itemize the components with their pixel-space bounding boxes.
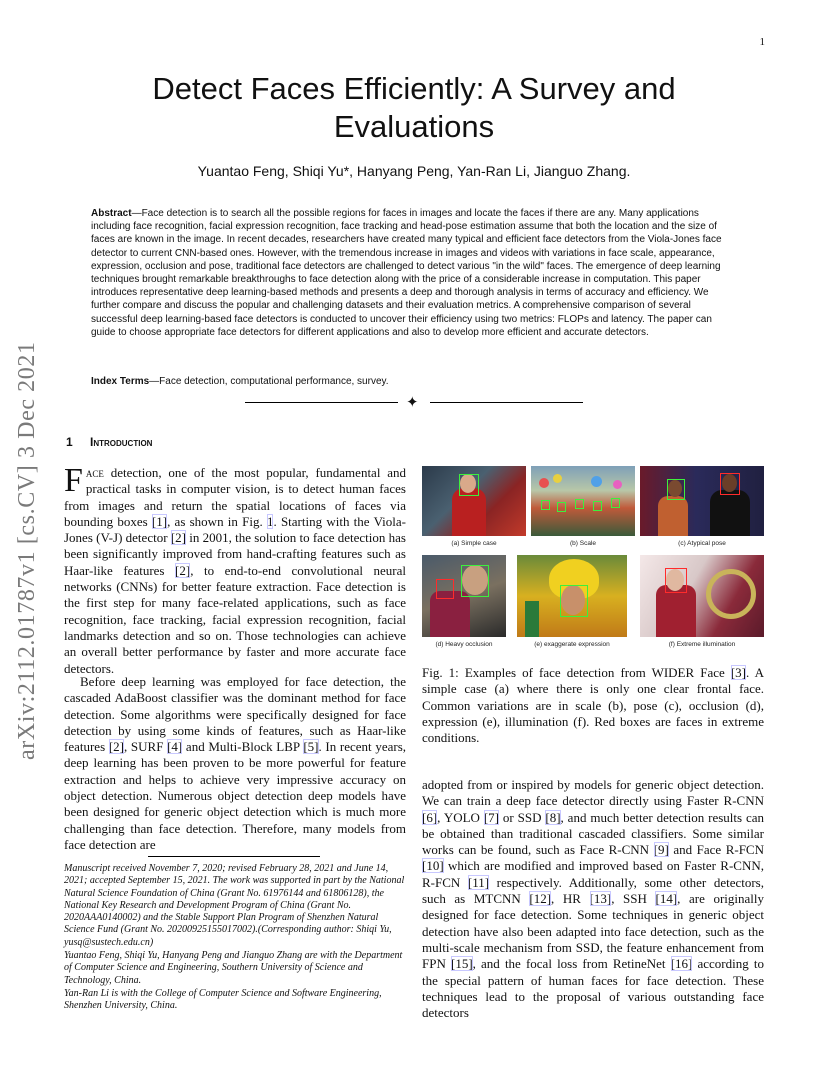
intro-paragraph-1 <box>64 462 407 677</box>
intro-text: detection, one of the most popular, fundamental and practical tasks in computer vision, is to detect human faces from images and return the spatial locations of faces via bounding boxes <box>64 465 406 529</box>
figure-image-heavy-occlusion <box>422 555 506 637</box>
citation-link[interactable]: [2] <box>170 530 186 546</box>
drop-cap: F <box>64 462 83 499</box>
section-title: Introduction <box>90 435 153 449</box>
citation-link[interactable]: [5] <box>303 739 319 755</box>
citation-link[interactable]: [8] <box>545 809 561 825</box>
index-terms <box>91 376 739 387</box>
hard-detection-box <box>720 473 740 495</box>
detection-box <box>593 501 602 511</box>
divider-line-right <box>430 402 583 403</box>
footnote-affiliation-1: Yuantao Feng, Shiqi Yu, Hanyang Peng and Jianguo Zhang are with the Department of Computer Science and Engineering, Southern University of Science and Technology, China. <box>64 950 403 986</box>
intro-text: Before deep learning was employed for face detection, the cascaded AdaBoost classifier was the dominant method for face detection. Some algorithms were specifically designed for face detection by using some kinds of features, such as Haar-like features <box>64 674 406 755</box>
detection-box <box>541 500 550 510</box>
figure-image-scale <box>531 466 635 536</box>
intro-text: , to end-to-end convolutional neural networks (CNNs) for better feature extraction. Face detection is the first step for many face-related applications, such as face recognition, face tracking, facial expression recognition, facial landmarks detection and so on. Those technologies can achieve an overall better performance by faster and more accurate face detectors. <box>64 562 407 676</box>
detection-box <box>459 474 479 496</box>
caption-text: . A simple case (a) where there is only one clear frontal face. Common variations are in scale (b), pose (c), occlusion (d), expression (e), illumination (f). Red boxes are faces in extreme conditions. <box>422 665 765 746</box>
body-text: and Face R-FCN <box>668 842 764 858</box>
citation-link[interactable]: [9] <box>653 842 669 858</box>
citation-link[interactable]: [4] <box>167 739 183 755</box>
hard-detection-box <box>665 568 687 593</box>
intro-text: , as shown in Fig. <box>167 513 267 529</box>
figure-label-d: (d) Heavy occlusion <box>435 641 493 648</box>
citation-link[interactable]: [14] <box>655 891 678 907</box>
citation-link[interactable]: [10] <box>422 858 444 874</box>
detection-box <box>557 502 566 512</box>
footnotes <box>64 863 406 1014</box>
citation-link[interactable]: [12] <box>529 891 552 907</box>
footnote-rule <box>148 856 320 857</box>
abstract <box>91 207 739 339</box>
author-list: Yuantao Feng, Shiqi Yu*, Hanyang Peng, Yan-Ran Li, Jianguo Zhang. <box>197 163 631 179</box>
citation-link[interactable]: [1] <box>151 513 168 529</box>
section-heading <box>66 435 152 449</box>
intro-paragraph-continued <box>422 777 764 1021</box>
citation-link[interactable]: [16] <box>670 956 693 972</box>
figure-label-a: (a) Simple case <box>451 540 497 547</box>
figure-image-exaggerate-expression <box>517 555 627 637</box>
intro-text: and Multi-Block LBP <box>182 739 304 755</box>
citation-link[interactable]: [11] <box>467 874 490 890</box>
detection-box <box>575 499 584 509</box>
figure-image-atypical-pose <box>640 466 764 536</box>
body-text: or SSD <box>499 809 546 825</box>
body-text: , and the focal loss from RetineNet <box>472 956 671 972</box>
citation-link[interactable]: [15] <box>450 956 473 972</box>
detection-box <box>560 585 588 617</box>
body-text: according to the special pattern of human faces for face detection. These techniques lead to the proposal of various outstanding face detectors <box>422 956 764 1021</box>
caption-text: Fig. 1: Examples of face detection from WIDER Face <box>422 665 731 680</box>
footnote-manuscript: Manuscript received November 7, 2020; revised February 28, 2021 and June 14, 2021; accepted September 15, 2021. The work was supported in part by the National Natural Science Foundation of China (Grant No. 61976144 and 61806128), the National Key Research and Development Program of China (Grant No. 2020AAA0140002) and the Stable Support Plan Program of Shenzhen Natural Science Fund (Grant No. 20200925155017002).(Corresponding author: Shiqi Yu, yusq@sustech.edu.cn) <box>64 863 405 948</box>
intro-text: , SURF <box>123 739 168 755</box>
divider-line-left <box>245 402 398 403</box>
abstract-label: Abstract <box>91 208 132 219</box>
figure-label-c: (c) Atypical pose <box>678 540 726 547</box>
figure-label-f: (f) Extreme illumination <box>668 641 736 648</box>
abstract-text: —Face detection is to search all the possible regions for faces in images and locate the faces if there are any. Many applications including face recognition, facial expression recognition, face tracking and head-pose estimation assume that both the location and the size of faces are known in the image. In recent decades, researchers have created many typical and efficient face detectors from the Viola-Jones face detector to current CNN-based ones. However, with the tremendous increase in images and videos with variations in face scale, appearance, expression, occlusion and pose, traditional face detectors are challenged to detect various "in the wild" faces. The emergence of deep learning techniques brought remarkable breakthroughs to face detection along with the price of a considerable increase in computation. This paper introduces representative deep learning-based methods and presents a deep and thorough analysis in terms of accuracy and efficiency. We further compare and discuss the popular and challenging datasets and their evaluation metrics. A comprehensive comparison of several successful deep learning-based face detectors is conducted to uncover their efficiency using two metrics: FLOPs and latency. The paper can guide to choose appropriate face detectors for different applications and also to develop more efficient and accurate detectors. <box>91 208 722 338</box>
citation-link[interactable]: [2] <box>175 562 191 578</box>
body-text: , SSH <box>611 891 656 907</box>
divider-star-icon: ✦ <box>406 393 419 411</box>
intro-text: . In recent years, deep learning has been proven to be more powerful for feature extraction and helps to achieve very impressive accuracy on object detection. Numerous object detection deep models have been designed for generic object detection which is much more challenging than face detection. Therefore, many models from face detection are <box>64 739 407 852</box>
body-text: respectively. Additionally, some other detectors, such as MTCNN <box>422 874 764 907</box>
paper-title: Detect Faces Efficiently: A Survey and Evaluations <box>152 71 676 144</box>
detection-box <box>461 565 489 597</box>
citation-link[interactable]: [13] <box>589 891 612 907</box>
figure-link[interactable]: 1 <box>266 513 274 529</box>
index-terms-label: Index Terms <box>91 376 150 387</box>
figure-image-extreme-illumination <box>640 555 764 637</box>
figure-image-simple-case <box>422 466 526 536</box>
footnote-affiliation-2: Yan-Ran Li is with the College of Computer Science and Software Engineering, Shenzhen University, China. <box>64 987 382 1012</box>
citation-link[interactable]: [7] <box>483 809 499 825</box>
figure-label-e: (e) exaggerate expression <box>534 641 610 648</box>
section-number: 1 <box>66 435 73 449</box>
intro-paragraph-2 <box>64 674 406 853</box>
figure-label-b: (b) Scale <box>569 540 596 547</box>
body-text: , and much better detection results can be obtained than traditional cascaded classifiers. Some similar works can be found, such as Face R-CNN <box>422 809 764 858</box>
intro-text: . Starting with the Viola-Jones (V-J) detector <box>64 513 406 546</box>
figure-caption <box>422 665 764 746</box>
page-number: 1 <box>759 36 765 48</box>
detection-box <box>667 479 685 500</box>
body-text: , HR <box>551 891 590 907</box>
body-text: , are originally designed for face detection. Some techniques in generic object detection have also been adapted into face detection, such as the multi-scale mechanism from SSD, the feature enhancement from FPN <box>422 891 764 972</box>
index-terms-text: —Face detection, computational performance, survey. <box>149 376 389 387</box>
hard-detection-box <box>436 579 454 599</box>
detection-box <box>611 498 620 508</box>
body-text: which are modified and improved based on Faster R-CNN, R-FCN <box>422 858 764 890</box>
citation-link[interactable]: [3] <box>730 665 747 680</box>
intro-smallcaps: ace <box>85 465 104 480</box>
body-text: adopted from or inspired by models for generic object detection. We can train a deep face detector directly using Faster R-CNN <box>422 777 764 809</box>
citation-link[interactable]: [6] <box>422 809 438 825</box>
body-text: , YOLO <box>437 809 484 825</box>
arxiv-identifier: arXiv:2112.01787v1 [cs.CV] 3 Dec 2021 <box>14 341 40 760</box>
intro-text: in 2001, the solution to face detection has been significantly improved from hand-crafting features such as Haar-like features <box>64 530 406 578</box>
citation-link[interactable]: [2] <box>108 739 124 755</box>
